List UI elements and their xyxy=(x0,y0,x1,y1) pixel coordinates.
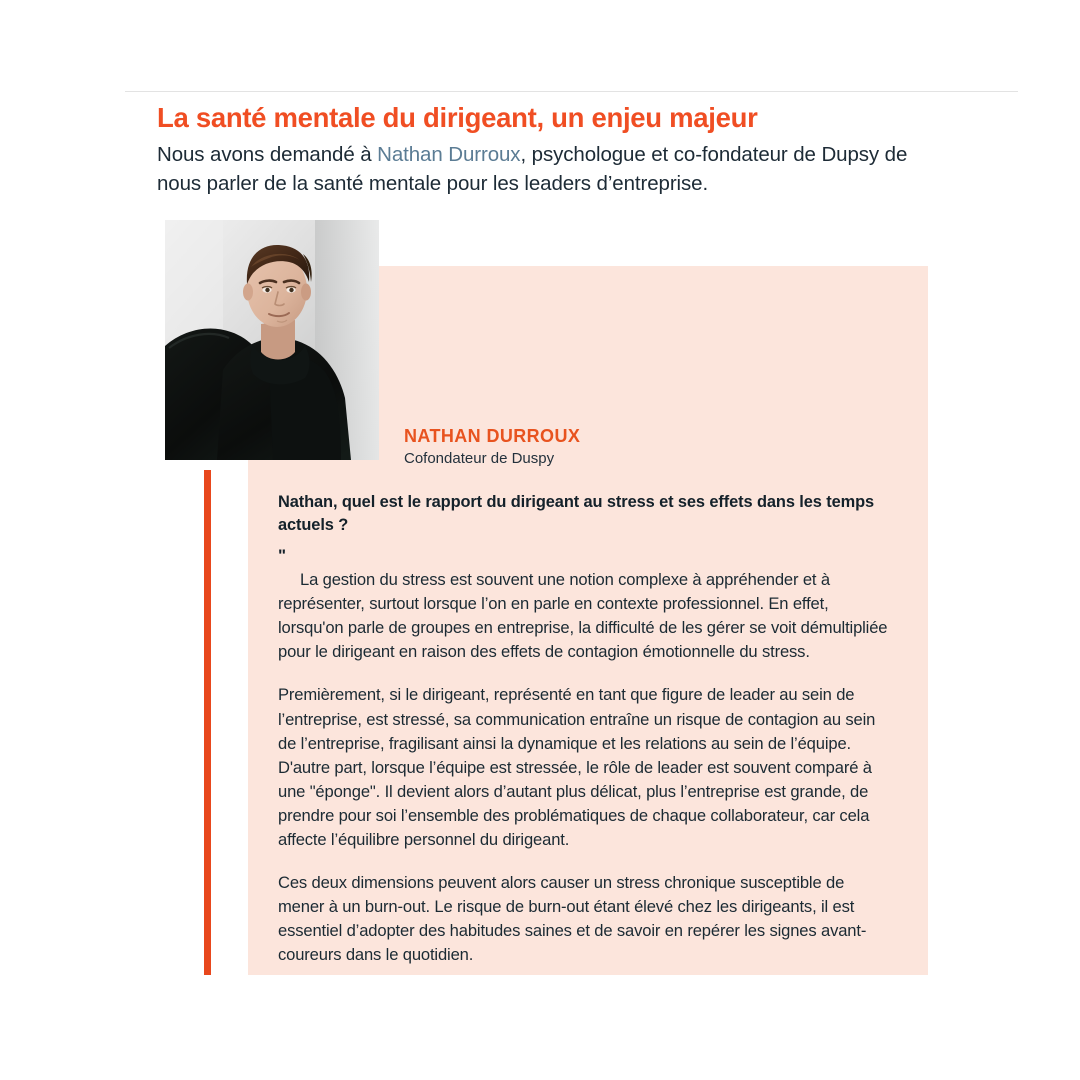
interview-content xyxy=(278,491,894,967)
page-title: La santé mentale du dirigeant, un enjeu majeur xyxy=(157,102,758,133)
attribution-role: Cofondateur de Duspy xyxy=(404,449,555,467)
quote-mark-icon: " xyxy=(278,546,288,566)
accent-bar xyxy=(204,470,211,975)
article-standfirst xyxy=(157,140,917,198)
attribution-name: NATHAN DURROUX xyxy=(404,426,581,446)
attribution-block xyxy=(404,425,824,468)
interview-question: Nathan, quel est le rapport du dirigeant au stress et ses effets dans les temps actuels ? xyxy=(278,493,875,534)
top-divider xyxy=(125,91,1018,92)
answer-paragraph: Premièrement, si le dirigeant, représenté en tant que figure de leader au sein de l’entreprise, est stressé, sa communication entraîne un risque de contagion au sein de l’entreprise, fragilisant ainsi la dynamique et les relations au sein de l’équipe. D'autre part, lorsque l’équipe est stressée, le rôle de leader est souvent comparé à une "éponge". Il devient alors d’autant plus délicat, plus l’entreprise est grande, de prendre pour soi l’ensemble des problématiques de chaque collaborateur, car cela affecte l’équilibre personnel du dirigeant. xyxy=(278,685,876,849)
standfirst-text-after-link: , psychologue et co-fondateur de Dupsy de nous parler de la santé mentale pour les leaders d’entreprise. xyxy=(157,143,908,196)
portrait-photo xyxy=(165,220,379,460)
standfirst-text-before-link: Nous avons demandé à xyxy=(157,143,378,166)
link-nathan-durroux[interactable]: Nathan Durroux xyxy=(377,143,521,166)
answer-paragraph: La gestion du stress est souvent une notion complexe à appréhender et à représenter, surtout lorsque l’on en parle en contexte professionnel. En effet, lorsqu'on parle de groupes en entreprise, la difficulté de les gérer se voit démultipliée pour le dirigeant en raison des effets de contagion émotionnelle du stress. xyxy=(278,570,888,662)
answer-paragraph: Ces deux dimensions peuvent alors causer un stress chronique susceptible de mener à un burn-out. Le risque de burn-out étant élevé chez les dirigeants, il est essentiel d’adopter des habitudes saines et de savoir en repérer les signes avant-coureurs dans le quotidien. xyxy=(278,872,867,964)
